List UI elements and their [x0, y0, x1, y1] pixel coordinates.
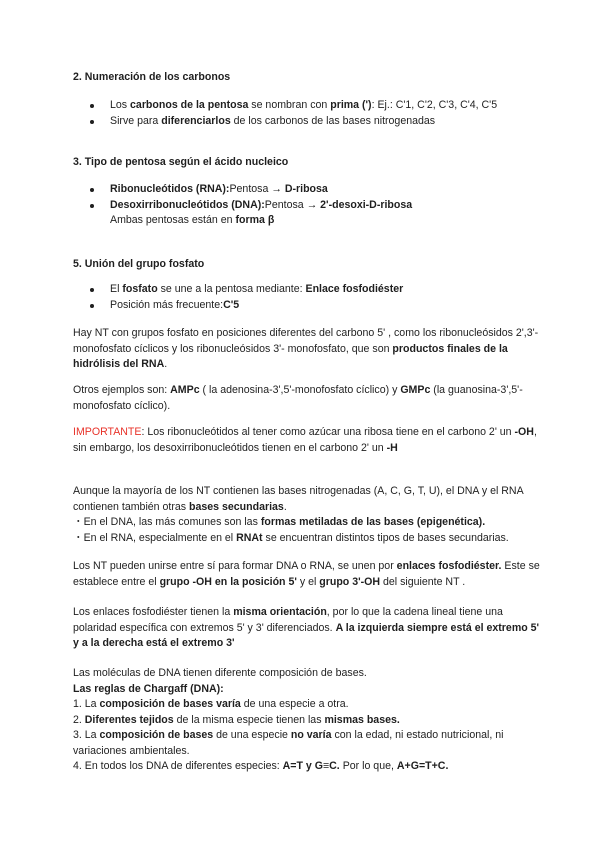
paragraph-phosphate-positions: Hay NT con grupos fosfato en posiciones diferentes del carbono 5' , como los ribonucleósidos 2',3'-monofosfato cíclicos y los ribonucleósidos 3'- monofosfato, que son productos finales de la hidrólisis del RNA.	[73, 327, 539, 370]
paragraph-secondary-bases	[73, 484, 543, 546]
text-line: ・En el RNA, especialmente en el RNAt se encuentran distintos tipos de bases secundarias.	[73, 531, 509, 544]
list-item: Desoxirribonucleótidos (DNA):Pentosa → 2'-desoxi-D-ribosa Ambas pentosas están en forma β	[88, 198, 543, 229]
list-item: El fosfato se une a la pentosa mediante: Enlace fosfodiéster	[88, 282, 543, 298]
list-item: Posición más frecuente:C'5	[88, 298, 543, 314]
paragraph-other-examples: Otros ejemplos son: AMPc ( la adenosina-3',5'-monofosfato cíclico) y GMPc (la guanosina-3',5'-monofosfato cíclico).	[73, 384, 523, 412]
section-3-list	[88, 182, 543, 229]
list-item: Sirve para diferenciarlos de los carbonos de las bases nitrogenadas	[88, 114, 543, 130]
paragraph-orientation: Los enlaces fosfodiéster tienen la misma orientación, por lo que la cadena lineal tiene una polaridad específica con extremos 5' y 3' diferenciados. A la izquierda siempre está el extremo 5' y a la derecha está el extremo 3'	[73, 606, 540, 649]
section-5-heading: 5. Unión del grupo fosfato	[73, 258, 205, 270]
chargaff-rule-1: 1. La composición de bases varía de una especie a otra.	[73, 698, 349, 710]
section-5-list	[88, 282, 543, 313]
list-item: Los carbonos de la pentosa se nombran con prima ('): Ej.: C'1, C'2, C'3, C'4, C'5	[88, 98, 543, 114]
chargaff-rule-2: 2. Diferentes tejidos de la misma especie tienen las mismas bases.	[73, 713, 400, 726]
list-item-subline: Ambas pentosas están en forma β	[110, 214, 275, 226]
section-2-heading: 2. Numeración de los carbonos	[73, 71, 231, 83]
chargaff-heading: Las reglas de Chargaff (DNA):	[73, 682, 224, 695]
text-line: ・En el DNA, las más comunes son las formas metiladas de las bases (epigenética).	[73, 516, 486, 528]
paragraph-important-note: IMPORTANTE: Los ribonucleótidos al tener como azúcar una ribosa tiene en el carbono 2' un -OH, sin embargo, los desoxirribonucleótidos tienen en el carbono 2' un -H	[73, 426, 537, 454]
section-2-list	[88, 98, 543, 129]
chargaff-rule-4: 4. En todos los DNA de diferentes especies: A=T y G≡C. Por lo que, A+G=T+C.	[73, 760, 449, 772]
list-item: Ribonucleótidos (RNA):Pentosa → D-ribosa	[88, 182, 543, 198]
chargaff-rules	[73, 666, 543, 775]
text-line: Aunque la mayoría de los NT contienen las bases nitrogenadas (A, C, G, T, U), el DNA y el RNA contienen también otras bases secundarias.	[73, 485, 524, 513]
chargaff-rule-3: 3. La composición de bases de una especie no varía con la edad, ni estado nutricional, ni variaciones ambientales.	[73, 729, 504, 757]
chargaff-intro: Las moléculas de DNA tienen diferente composición de bases.	[73, 667, 367, 679]
section-3-heading: 3. Tipo de pentosa según el ácido nucleico	[73, 156, 289, 168]
paragraph-phosphodiester-bonds: Los NT pueden unirse entre sí para formar DNA o RNA, se unen por enlaces fosfodiéster. Este se establece entre el grupo -OH en la posición 5' y el grupo 3'-OH del siguiente NT .	[73, 560, 540, 588]
